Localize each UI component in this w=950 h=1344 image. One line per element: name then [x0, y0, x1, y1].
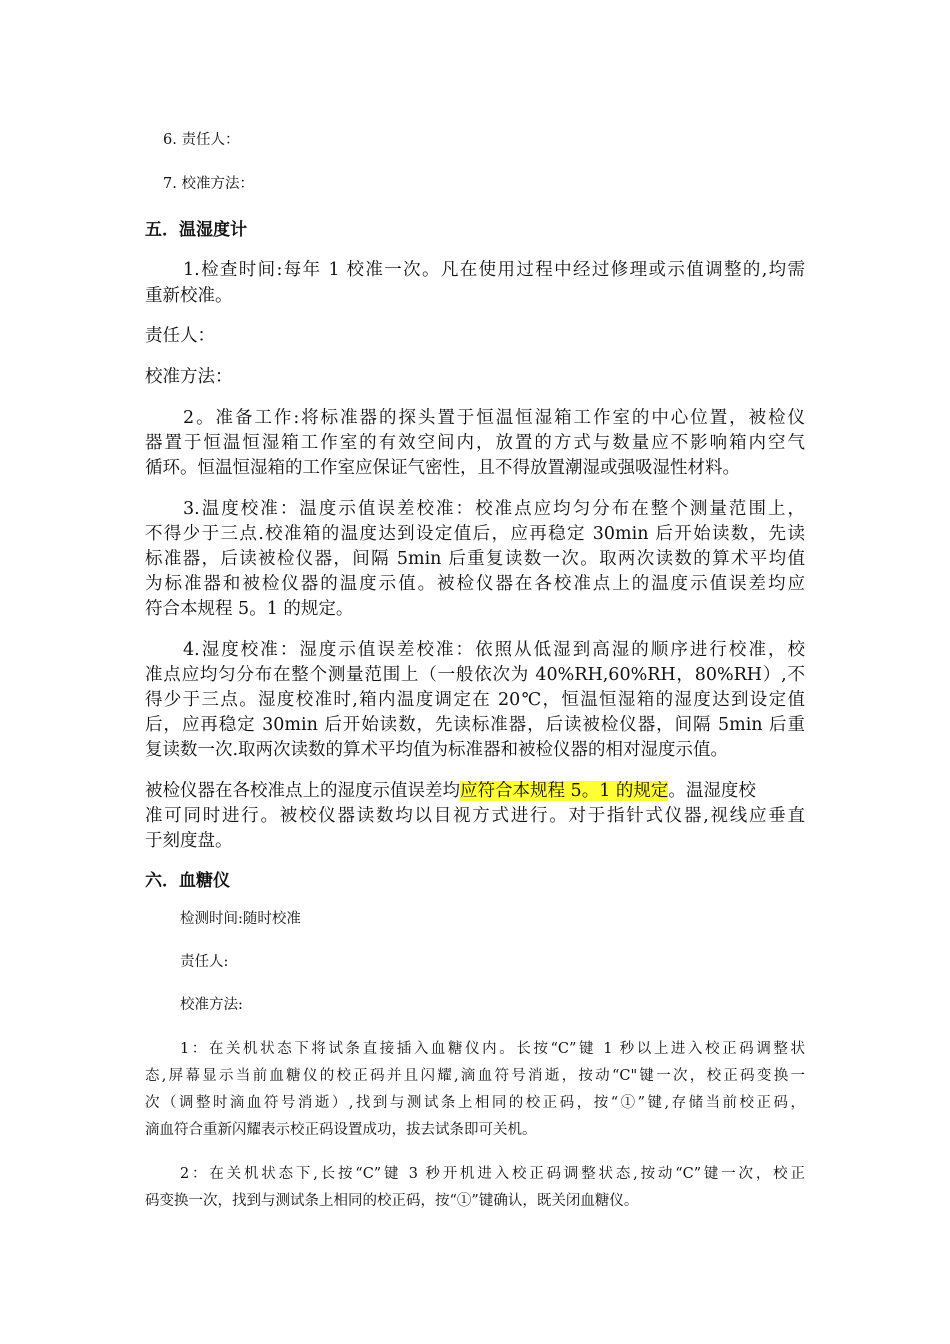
- section-5-heading: 五．温湿度计: [145, 220, 247, 240]
- s5-p4-line4: 后，应再稳定 30min 后开始读数，先读标准器，后读被检仪器，间隔 5min 后重: [145, 715, 805, 735]
- s5-p3-line4: 为标准器和被检仪器的温度示值。被检仪器在各校准点上的温度示值误差均应: [145, 574, 805, 594]
- s5-owner: 责任人：: [145, 326, 215, 346]
- s6-p1-line4: 滴血符合重新闪耀表示校正码设置成功，拔去试条即可关机。: [145, 1122, 537, 1138]
- s5-p3-line3: 标准器，后读被检仪器，间隔 5min 后重复读数一次。取两次读数的算术平均值: [145, 549, 805, 569]
- s5-p4-line1: 4.湿度校准：湿度示值误差校准：依照从低湿到高湿的顺序进行校准，校: [183, 640, 805, 660]
- s5-p3-line2: 不得少于三点.校准箱的温度达到设定值后，应再稳定 30min 后开始读数，先读: [145, 524, 805, 544]
- s5-p5-line3: 于刻度盘。: [145, 831, 233, 851]
- s5-p2-line1: 2。准备工作:将标准器的探头置于恒温恒湿箱工作室的中心位置，被检仪: [183, 408, 805, 428]
- s5-p5-post: 。温湿度校: [668, 781, 756, 801]
- s5-p5-pre: 被检仪器在各校准点上的湿度示值误差均: [145, 781, 460, 801]
- s6-method: 校准方法:: [180, 997, 243, 1013]
- s6-p1-line3: 次（调整时滴血符号消逝）,找到与测试条上相同的校正码，按“①”键,存储当前校正码，: [145, 1095, 805, 1111]
- s5-p5-line2: 准可同时进行。被校仪器读数均以目视方式进行。对于指针式仪器,视线应垂直: [145, 806, 805, 826]
- item-6-owner: 6. 责任人：: [163, 132, 240, 148]
- s5-p1-line1: 1.检查时间:每年 1 校准一次。凡在使用过程中经过修理或示值调整的,均需: [183, 260, 805, 280]
- s5-p2-line2: 器置于恒温恒湿箱工作室的有效空间内，放置的方式与数量应不影响箱内空气: [145, 433, 805, 453]
- s5-p5-line1: [145, 777, 756, 802]
- s6-p1-line2: 态,屏幕显示当前血糖仪的校正码并且闪耀,滴血符号消逝，按动“C"键一次，校正码变换一: [145, 1068, 805, 1084]
- s6-p2-line2: 码变换一次，找到与测试条上相同的校正码，按“①”键确认，既关闭血糖仪。: [145, 1193, 639, 1209]
- s5-p2-line3: 循环。恒温恒湿箱的工作室应保证气密性，且不得放置潮湿或强吸湿性材料。: [145, 458, 740, 478]
- item-7-method: 7. 校准方法：: [163, 176, 254, 192]
- s6-p1-line1: 1：在关机状态下将试条直接插入血糖仪内。长按“C”键 1 秒以上进入校正码调整状: [180, 1041, 805, 1057]
- s6-p2-line1: 2：在关机状态下,长按“C”键 3 秒开机进入校正码调整状态,按动“C”键一次，校正: [180, 1166, 805, 1182]
- s5-p3-line5: 符合本规程 5。1 的规定。: [145, 599, 354, 619]
- section-6-heading: 六．血糖仪: [145, 871, 230, 891]
- s6-owner: 责任人:: [180, 954, 229, 970]
- s6-time: 检测时间:随时校准: [180, 911, 301, 927]
- s5-method: 校准方法：: [145, 367, 233, 387]
- s5-p3-line1: 3.温度校准：温度示值误差校准：校准点应均匀分布在整个测量范围上，: [183, 499, 805, 519]
- s5-p4-line5: 复读数一次.取两次读数的算术平均值为标准器和被检仪器的相对湿度示值。: [145, 740, 729, 760]
- s5-p4-line2: 准点应均匀分布在整个测量范围上（一般依次为 40%RH,60%RH，80%RH）,不: [145, 665, 805, 685]
- s5-p1-line2: 重新校准。: [145, 286, 233, 306]
- s5-p4-line3: 得少于三点。湿度校准时,箱内温度调定在 20℃，恒温恒湿箱的湿度达到设定值: [145, 690, 805, 710]
- s5-p5-highlight: 应符合本规程 5。1 的规定: [460, 781, 669, 801]
